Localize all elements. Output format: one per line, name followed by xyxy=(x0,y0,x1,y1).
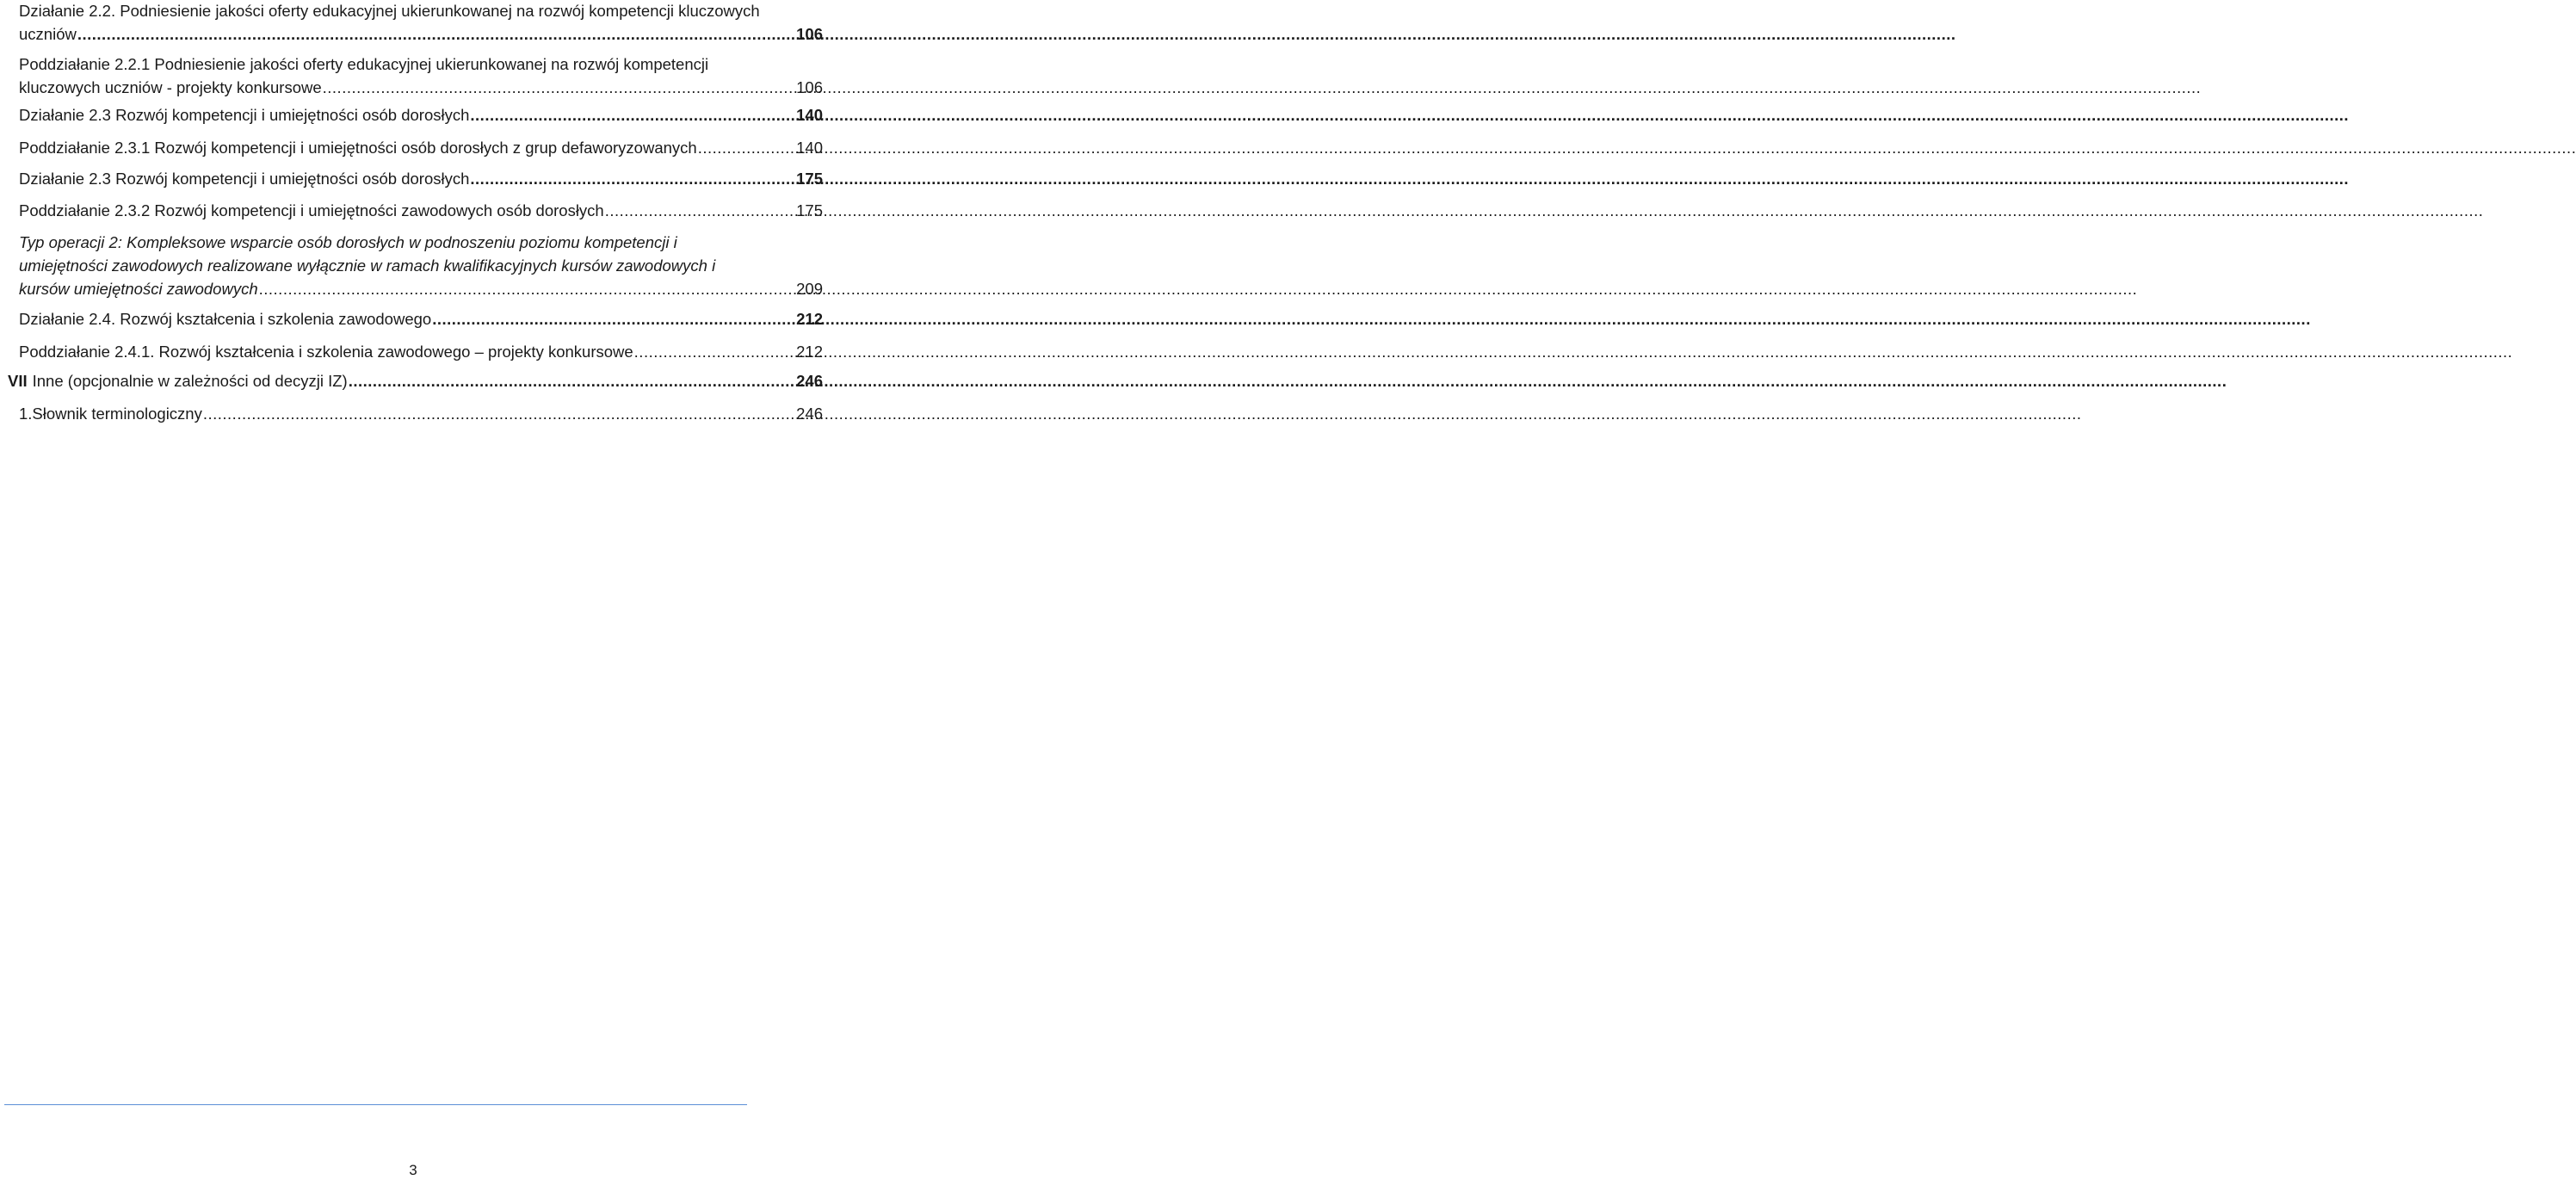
toc-leader-dots xyxy=(470,103,794,127)
toc-page-number: 175 xyxy=(796,201,823,219)
toc-leader-dots xyxy=(349,369,794,392)
toc-page-number: 246 xyxy=(796,405,823,423)
toc-entry-title: kursów umiejętności zawodowych xyxy=(19,280,258,298)
toc-leader-dots xyxy=(432,307,794,331)
toc-leader-dots xyxy=(323,76,794,99)
toc-entry[interactable] xyxy=(19,136,823,159)
toc-entry[interactable] xyxy=(19,402,823,425)
toc-leader-dots xyxy=(605,199,794,222)
toc-leader-dots xyxy=(77,22,794,46)
toc-entry[interactable] xyxy=(19,103,823,127)
toc-entry-title: Działanie 2.4. Rozwój kształcenia i szkolenia zawodowego xyxy=(19,310,432,328)
toc-entry-title: kluczowych uczniów - projekty konkursowe xyxy=(19,78,322,96)
toc-page-number: 212 xyxy=(796,310,823,328)
toc-entry[interactable] xyxy=(19,231,823,300)
toc-entry[interactable] xyxy=(19,340,823,363)
toc-page-number: 106 xyxy=(796,78,823,96)
toc-page-number: 209 xyxy=(796,280,823,298)
toc-entry-title: Poddziałanie 2.3.2 Rozwój kompetencji i umiejętności zawodowych osób dorosłych xyxy=(19,201,604,219)
toc-entry-title: 1.Słownik terminologiczny xyxy=(19,405,202,423)
toc-leader-dots xyxy=(470,167,794,190)
toc-entry[interactable] xyxy=(19,0,823,46)
toc-entry-title: Poddziałanie 2.4.1. Rozwój kształcenia i szkolenia zawodowego – projekty konkursowe xyxy=(19,343,633,361)
toc-page-number: 175 xyxy=(796,170,823,188)
toc-entry-title: Poddziałanie 2.2.1 Podniesienie jakości oferty edukacyjnej ukierunkowanej na rozwój kompetencji xyxy=(19,55,709,73)
toc-entry[interactable] xyxy=(19,307,823,331)
toc-entry[interactable] xyxy=(19,167,823,190)
page-number: 3 xyxy=(409,1162,417,1178)
toc-entry-title: Działanie 2.3 Rozwój kompetencji i umiejętności osób dorosłych xyxy=(19,106,470,124)
toc-page-number: 246 xyxy=(796,372,823,390)
toc-entry-title: uczniów xyxy=(19,25,77,43)
toc-page-number: 212 xyxy=(796,343,823,361)
toc-leader-dots xyxy=(698,136,794,159)
toc-entry[interactable] xyxy=(19,199,823,222)
toc-entry-title: Poddziałanie 2.3.1 Rozwój kompetencji i umiejętności osób dorosłych z grup defaworyzowanych xyxy=(19,139,697,157)
toc-leader-dots xyxy=(203,402,794,425)
toc-page-number: 106 xyxy=(796,25,823,43)
toc-entry[interactable] xyxy=(8,369,823,392)
toc-entry-title: umiejętności zawodowych realizowane wyłącznie w ramach kwalifikacyjnych kursów zawodowych i xyxy=(19,256,716,275)
toc-page-number: 140 xyxy=(796,106,823,124)
toc-entry-title: Działanie 2.2. Podniesienie jakości oferty edukacyjnej ukierunkowanej na rozwój kompetencji kluczowych xyxy=(19,2,760,20)
toc-entry-title: Inne (opcjonalnie w zależności od decyzji IZ) xyxy=(32,372,348,390)
toc-page-number: 140 xyxy=(796,139,823,157)
toc-entry-title: Działanie 2.3 Rozwój kompetencji i umiejętności osób dorosłych xyxy=(19,170,470,188)
footer-divider xyxy=(4,1104,747,1105)
toc-part-number: VII xyxy=(8,372,28,390)
toc-entry[interactable] xyxy=(19,53,823,99)
toc-leader-dots xyxy=(634,340,794,363)
toc-entry-title: Typ operacji 2: Kompleksowe wsparcie osób dorosłych w podnoszeniu poziomu kompetencji i xyxy=(19,233,677,251)
toc-leader-dots xyxy=(259,277,795,300)
